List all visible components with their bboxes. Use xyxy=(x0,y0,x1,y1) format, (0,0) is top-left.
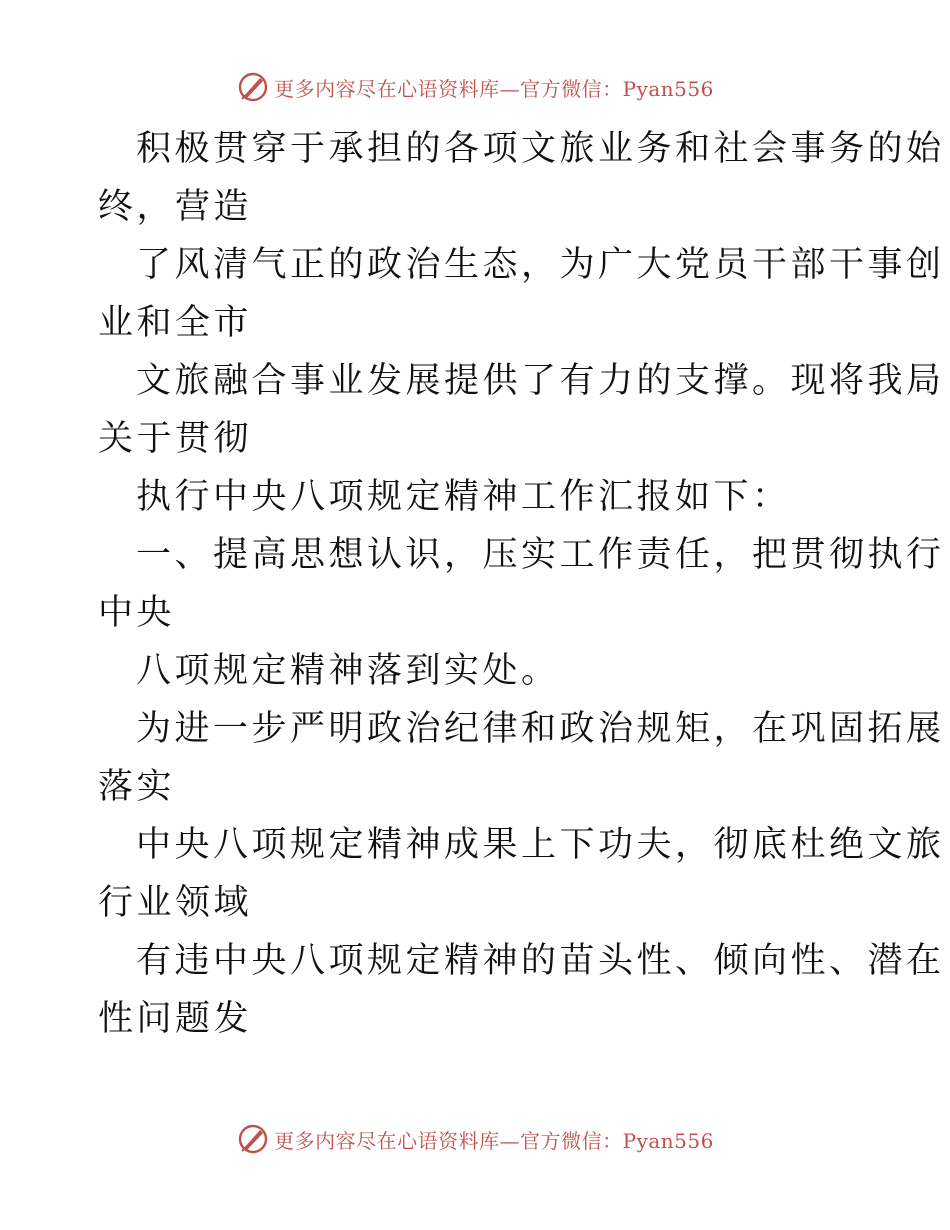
text-line: 有违中央八项规定精神的苗头性、倾向性、潜在 xyxy=(136,941,945,981)
text-line: 八项规定精神落到实处。 xyxy=(136,651,560,691)
text-line: 文旅融合事业发展提供了有力的支撑。现将我局 xyxy=(136,361,945,401)
text-line: 中央 xyxy=(98,593,176,633)
body-text xyxy=(98,120,945,1048)
quill-logo-icon xyxy=(236,70,270,104)
watermark-text: 更多内容尽在心语资料库—官方微信：Pyan556 xyxy=(274,1128,714,1153)
watermark-text: 更多内容尽在心语资料库—官方微信：Pyan556 xyxy=(274,76,714,101)
text-line: 积极贯穿于承担的各项文旅业务和社会事务的始 xyxy=(136,129,945,169)
text-line: 了风清气正的政治生态，为广大党员干部干事创 xyxy=(136,245,945,285)
text-line: 行业领域 xyxy=(98,883,253,923)
text-line: 落实 xyxy=(98,767,176,807)
footer-watermark xyxy=(0,1122,950,1156)
text-line: 关于贯彻 xyxy=(98,419,253,459)
quill-logo-icon xyxy=(236,1122,270,1156)
text-line: 执行中央八项规定精神工作汇报如下： xyxy=(136,477,791,517)
header-watermark xyxy=(0,70,950,104)
text-line: 终，营造 xyxy=(98,187,253,227)
text-line: 业和全市 xyxy=(98,303,253,343)
text-line: 为进一步严明政治纪律和政治规矩，在巩固拓展 xyxy=(136,709,945,749)
text-line: 性问题发 xyxy=(98,999,253,1039)
text-line: 一、提高思想认识，压实工作责任，把贯彻执行 xyxy=(136,535,945,575)
text-line: 中央八项规定精神成果上下功夫，彻底杜绝文旅 xyxy=(136,825,945,865)
